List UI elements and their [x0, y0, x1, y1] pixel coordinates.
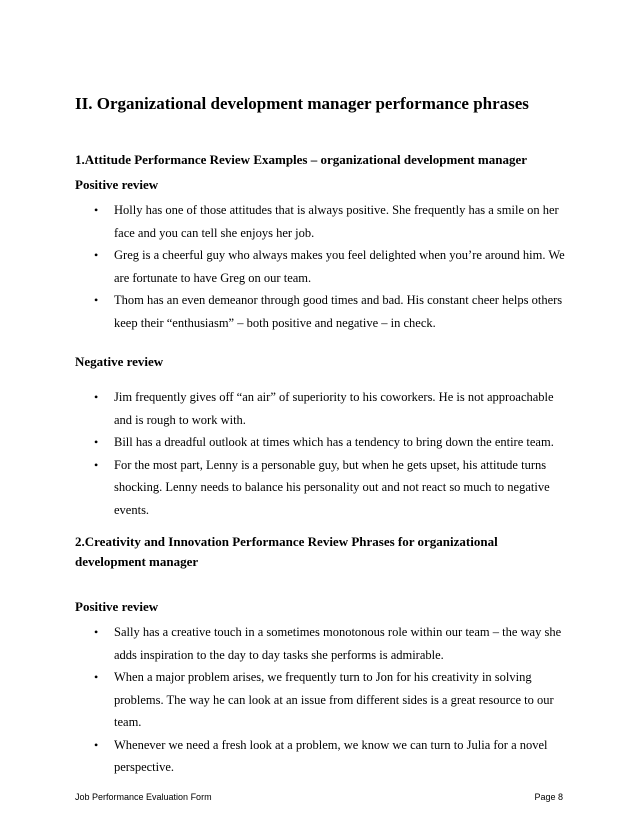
- section-1-negative-label: Negative review: [75, 354, 164, 369]
- list-item: • Greg is a cheerful guy who always makes you feel delighted when you’re around him. We are fortunate to have Greg on our team.: [75, 244, 565, 289]
- bullet-icon: •: [94, 457, 99, 472]
- footer-page-number: Page 8: [534, 792, 563, 802]
- list-item: • For the most part, Lenny is a personable guy, but when he gets upset, his attitude turns shocking. Lenny needs to balance his personality out and not react so much to negative events.: [75, 454, 565, 522]
- section-1-negative-list: [75, 386, 565, 521]
- section-1-positive-list: [75, 199, 565, 334]
- list-item: • Whenever we need a fresh look at a problem, we know we can turn to Julia for a novel perspective.: [75, 734, 565, 779]
- bullet-icon: •: [94, 435, 99, 449]
- section-1-title: 1.Attitude Performance Review Examples – organizational development manager: [75, 152, 528, 167]
- list-item: • Jim frequently gives off “an air” of superiority to his coworkers. He is not approachable and is rough to work with.: [75, 386, 565, 431]
- list-item: • Sally has a creative touch in a sometimes monotonous role within our team – the way she adds inspiration to the day to day tasks she performs is admirable.: [75, 621, 565, 666]
- footer-form-name: Job Performance Evaluation Form: [75, 792, 212, 802]
- bullet-icon: •: [94, 248, 99, 262]
- section-2-title: 2.Creativity and Innovation Performance Review Phrases for organizational development manager: [75, 534, 498, 569]
- bullet-icon: •: [94, 670, 99, 684]
- bullet-icon: •: [94, 390, 99, 404]
- list-item: • When a major problem arises, we frequently turn to Jon for his creativity in solving problems. The way he can look at an issue from different sides is a great resource to our team.: [75, 666, 565, 734]
- bullet-icon: •: [94, 625, 99, 639]
- bullet-icon: •: [94, 737, 99, 752]
- section-1-positive-label: Positive review: [75, 177, 159, 192]
- section-2-positive-list: [75, 621, 565, 779]
- bullet-icon: •: [94, 293, 99, 307]
- page-heading: II. Organizational development manager performance phrases: [75, 94, 529, 113]
- bullet-icon: •: [94, 203, 99, 217]
- list-item: • Bill has a dreadful outlook at times which has a tendency to bring down the entire team.: [75, 431, 565, 454]
- list-item: • Thom has an even demeanor through good times and bad. His constant cheer helps others keep their “enthusiasm” – both positive and negative – in check.: [75, 289, 565, 334]
- section-2-positive-label: Positive review: [75, 599, 159, 614]
- list-item: • Holly has one of those attitudes that is always positive. She frequently has a smile on her face and you can tell she enjoys her job.: [75, 199, 565, 244]
